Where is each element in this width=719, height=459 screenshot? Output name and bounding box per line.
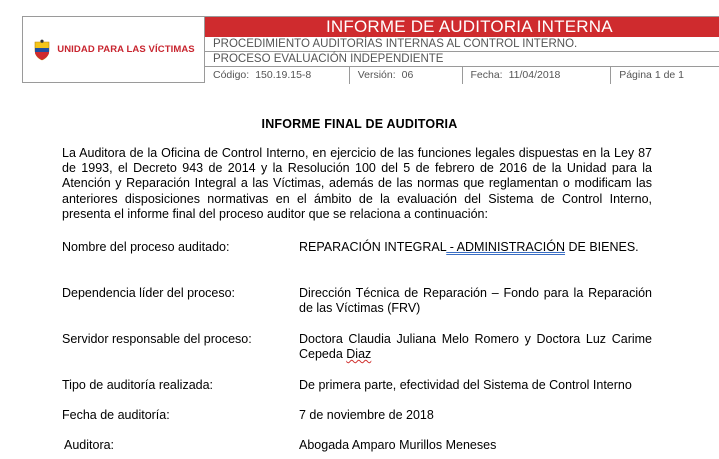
intro-paragraph: La Auditora de la Oficina de Control Interno, en ejercicio de las funciones legales dispuestas en la Ley 87 de 1993, el Decreto 943 de 2014 y la Resolución 100 del 5 de febrero de 2016 de la Unidad para la Atención y Reparación Integral a las Víctimas, además de las normas que reglamentan o modificam las anteriores disposiciones normativas en el ámbito de la evaluación del Sistema de Control Interno, presenta el informe final del proceso auditor que se relaciona a continuación: bbox=[62, 146, 652, 221]
responsible-value-part1: Doctora Claudia Juliana Melo Romero y Doctora Luz Carime Cepeda bbox=[299, 332, 652, 362]
page-label: Página 1 de 1 bbox=[619, 69, 685, 81]
responsible-value bbox=[299, 332, 652, 362]
audit-type-label: Tipo de auditoría realizada: bbox=[62, 378, 214, 392]
logo-text: UNIDAD PARA LAS VÍCTIMAS bbox=[57, 44, 195, 55]
version-cell bbox=[350, 67, 463, 84]
code-value: 150.19.15-8 bbox=[255, 69, 312, 81]
process-name: PROCESO EVALUACIÓN INDEPENDIENTE bbox=[205, 52, 719, 67]
audit-date-label: Fecha de auditoría: bbox=[62, 408, 170, 422]
code-label: Código: bbox=[213, 69, 250, 81]
header-logo-cell bbox=[22, 16, 204, 83]
process-name-value bbox=[299, 240, 652, 255]
process-name-value-part2: - ADMINISTRACIÓN bbox=[446, 240, 566, 254]
lead-dependency-label: Dependencia líder del proceso: bbox=[62, 286, 236, 300]
code-cell bbox=[205, 67, 350, 84]
audit-date-value: 7 de noviembre de 2018 bbox=[299, 408, 434, 422]
auditor-label: Auditora: bbox=[64, 438, 115, 452]
process-name-label: Nombre del proceso auditado: bbox=[62, 240, 230, 254]
procedure-name: PROCEDIMIENTO AUDITORÍAS INTERNAS AL CONTROL INTERNO. bbox=[205, 37, 719, 52]
process-name-value-part3: DE BIENES. bbox=[565, 240, 639, 254]
document-title: INFORME FINAL DE AUDITORIA bbox=[261, 117, 458, 131]
audit-type-value: De primera parte, efectividad del Sistema de Control Interno bbox=[299, 378, 632, 392]
date-label: Fecha: bbox=[470, 69, 503, 81]
responsible-label: Servidor responsable del proceso: bbox=[62, 332, 252, 346]
lead-dependency-value: Dirección Técnica de Reparación – Fondo para la Reparación de las Víctimas (FRV) bbox=[299, 286, 652, 316]
document-meta-row bbox=[205, 67, 719, 84]
process-name-value-part1: REPARACIÓN INTEGRAL bbox=[299, 240, 447, 254]
version-label: Versión: bbox=[357, 69, 396, 81]
logo bbox=[32, 39, 195, 61]
responsible-value-part2: Diaz bbox=[346, 347, 372, 362]
report-type-title: INFORME DE AUDITORIA INTERNA bbox=[205, 17, 719, 37]
version-value: 06 bbox=[401, 69, 414, 81]
coat-of-arms-icon bbox=[32, 39, 52, 61]
page-cell bbox=[611, 67, 719, 84]
date-cell bbox=[463, 67, 612, 84]
auditor-value: Abogada Amparo Murillos Meneses bbox=[299, 438, 497, 452]
header-info bbox=[204, 16, 719, 83]
date-value: 11/04/2018 bbox=[508, 69, 561, 81]
